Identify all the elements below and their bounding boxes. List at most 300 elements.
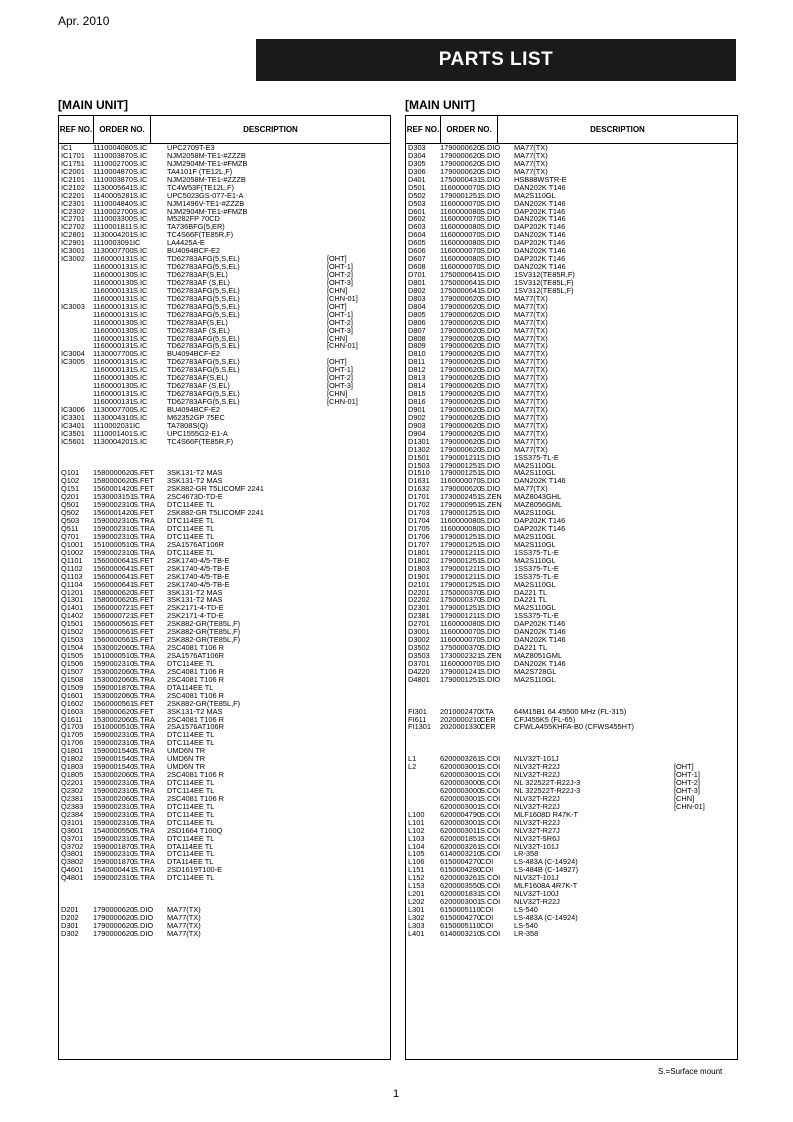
part-type: S.DIO — [480, 476, 501, 486]
variant — [327, 731, 390, 739]
variant — [674, 430, 737, 438]
part-type: S.DIO — [480, 389, 501, 399]
part-number: DAN202K T146 — [514, 199, 566, 208]
order-no: 1590001870 — [93, 841, 135, 851]
variant — [674, 716, 737, 724]
order-no: 6200004790 — [440, 809, 482, 819]
order-no: 1160000070 — [440, 182, 481, 192]
part-number: 2SK882-GR T5LICOMF 2241 — [167, 509, 264, 518]
order-no: 1790001251 — [440, 508, 482, 518]
part-type: S.FET — [133, 706, 154, 716]
variant — [327, 477, 390, 485]
variant — [674, 827, 737, 835]
ref-no: D1302 — [408, 444, 430, 454]
variant — [327, 223, 390, 231]
ref-no: D1705 — [408, 524, 430, 533]
part-number: MA2S110GL — [514, 461, 556, 470]
part-number: MA77(TX) — [167, 921, 201, 930]
variant — [674, 636, 737, 644]
part-number: 3SK131-T2 MAS — [167, 588, 223, 597]
variant — [327, 716, 390, 724]
part-type: S.DIO — [480, 516, 501, 526]
part-number: LS-483A (C-14924) — [514, 858, 578, 867]
part-number: TD62783AFG(5,S,EL) — [167, 255, 240, 264]
order-no: 1110003870 — [93, 174, 134, 184]
ref-no: L302 — [408, 912, 425, 922]
order-no: 1160000080 — [440, 524, 481, 533]
part-type: S.TRA — [133, 825, 155, 835]
order-no: 1790000620 — [440, 365, 482, 375]
part-number: NLV32T-R27J — [514, 826, 560, 835]
variant — [327, 462, 390, 470]
order-no: 1790001211 — [440, 571, 481, 581]
ref-no: D304 — [408, 150, 426, 160]
variant — [327, 628, 390, 636]
order-no: 6200003000 — [440, 778, 482, 787]
variant — [327, 501, 390, 509]
page-title: PARTS LIST — [256, 39, 736, 81]
part-type: S.FET — [133, 571, 154, 581]
ref-no — [59, 271, 93, 279]
order-no: 1530002060 — [93, 690, 135, 700]
order-no: 1790000620 — [440, 143, 482, 152]
part-number: NJM1496V-TE1-#ZZZB — [167, 199, 245, 208]
part-number: MA77(TX) — [514, 334, 548, 343]
part-type: S.DIO — [480, 246, 501, 256]
part-type: S.DIO — [480, 635, 501, 645]
variant: [OHT-1] — [674, 770, 700, 780]
part-number: MA2S110GL — [514, 509, 556, 518]
ref-no: D2201 — [408, 587, 430, 597]
part-type: S.TRA — [133, 762, 155, 772]
variant: [OHT-3] — [327, 381, 353, 391]
part-type: S.FET — [133, 484, 154, 494]
order-no: 6200003001 — [440, 762, 482, 772]
part-number: TA4101F (TE12L,F) — [167, 167, 233, 176]
order-no: 1560000561 — [93, 619, 135, 629]
part-number: DTC114EE TL — [167, 802, 215, 811]
part-type: S.DIO — [480, 595, 501, 605]
part-type: S.DIO — [480, 468, 501, 478]
ref-no: Q1602 — [61, 698, 84, 708]
part-number: DAP202K T146 — [514, 517, 566, 525]
variant — [327, 581, 390, 589]
table-row — [59, 454, 390, 462]
ref-no: D606 — [408, 246, 426, 256]
part-number: TC4S66F(TE85R,F) — [167, 231, 234, 240]
part-number: TD62783AF(S,EL) — [167, 271, 228, 279]
part-type: S.DIO — [480, 341, 501, 351]
ref-no: Q2201 — [61, 778, 84, 787]
order-no: 6150004270 — [440, 912, 482, 922]
variant — [674, 414, 737, 422]
part-number: DAP202K T146 — [514, 223, 566, 232]
variant — [674, 517, 737, 525]
part-number: MA77(TX) — [514, 302, 548, 311]
order-no: 1160000131 — [93, 389, 134, 399]
ref-no: D812 — [408, 365, 426, 375]
order-no: 1130005641 — [93, 182, 134, 192]
order-no: 1560000641 — [93, 571, 135, 581]
order-no: 1590002310 — [93, 547, 135, 557]
part-type: S.COI — [480, 793, 501, 803]
part-type: S.DIO — [480, 222, 501, 232]
order-no: 1590001870 — [93, 682, 135, 692]
ref-no: IC3401 — [61, 420, 85, 430]
order-no: 1160000070 — [440, 658, 481, 668]
ref-no: D1704 — [408, 516, 430, 526]
ref-no: Q1001 — [61, 539, 84, 549]
part-number: DAN202K T146 — [514, 477, 566, 486]
ref-no: D502 — [408, 190, 426, 200]
order-no: 1160000131 — [93, 254, 134, 264]
order-no: 1790000620 — [440, 301, 482, 311]
part-type: S.DIO — [480, 182, 501, 192]
order-no: 6140003210 — [440, 849, 482, 859]
ref-no: D3502 — [408, 643, 430, 653]
order-no: 1590002310 — [93, 516, 135, 526]
ref-no: L152 — [408, 873, 425, 883]
part-type: S.TRA — [133, 849, 155, 859]
part-number: NLV32T-5R6J — [514, 834, 560, 843]
ref-no: IC2102 — [61, 182, 85, 192]
order-no: 1530002060 — [93, 666, 135, 676]
part-number: DTC114EE TL — [167, 810, 215, 819]
part-type: S.DIO — [480, 214, 501, 224]
order-no: 6200003001 — [440, 801, 482, 811]
part-type: S.TRA — [133, 690, 155, 700]
ref-no — [59, 311, 93, 319]
ref-no: D814 — [408, 381, 426, 391]
variant — [674, 422, 737, 430]
variant — [674, 906, 737, 914]
part-number: 2SC4081 T106 R — [167, 667, 224, 676]
part-type: S.TRA — [133, 539, 155, 549]
col-description-header: DESCRIPTION — [590, 124, 645, 134]
order-no: 6200003001 — [440, 793, 482, 803]
variant — [327, 644, 390, 652]
part-type — [480, 739, 514, 747]
ref-no: Q3802 — [61, 857, 84, 867]
part-number: 1SV312(TE85L,F) — [514, 278, 574, 287]
ref-no: Q503 — [61, 516, 80, 526]
ref-no: D903 — [408, 420, 426, 430]
order-no: 1790000620 — [440, 436, 482, 446]
part-number: TD62783AF (S,EL) — [167, 278, 230, 287]
part-type: S.COI — [480, 833, 501, 843]
part-type: COI — [480, 920, 494, 930]
part-type: S.DIO — [480, 658, 501, 668]
col-ref-header: REF NO. — [59, 116, 94, 143]
order-no: 1790000620 — [440, 444, 482, 454]
part-number: DAP202K T146 — [514, 525, 566, 533]
part-number: 2SD1619T100-E — [167, 866, 223, 875]
part-number: NL 322522T-R22J-3 — [514, 779, 581, 787]
part-number: TA7808S(Q) — [167, 421, 208, 430]
part-number: NLV32T-101J — [514, 874, 559, 883]
variant — [674, 200, 737, 208]
variant — [327, 184, 390, 192]
ref-no: D602 — [408, 214, 426, 224]
variant — [674, 279, 737, 287]
part-number: MA2S110GL — [514, 540, 556, 549]
ref-no: D1510 — [408, 468, 430, 478]
order-no: 1530002060 — [93, 793, 135, 803]
order-no: 1590001540 — [93, 762, 135, 772]
part-number: DAN202K T146 — [514, 231, 566, 240]
part-number: TD62783AF(S,EL) — [167, 374, 228, 383]
part-number: MAZ8051GML — [514, 652, 563, 660]
part-number: MA77(TX) — [514, 485, 548, 494]
order-no: 1590002310 — [93, 809, 135, 819]
ref-no: IC1701 — [61, 150, 85, 160]
variant — [674, 215, 737, 223]
variant — [674, 596, 737, 604]
ref-no: L105 — [408, 849, 425, 859]
ref-no: D3503 — [408, 651, 430, 660]
variant — [674, 620, 737, 628]
part-type: S.DIO — [480, 198, 501, 208]
part-number: 2SC4081 T106 R — [167, 675, 224, 684]
part-number: MA77(TX) — [167, 913, 201, 922]
ref-no: Q151 — [61, 484, 80, 494]
variant — [327, 620, 390, 628]
part-type: S.COI — [480, 778, 501, 787]
order-no: 1590001540 — [93, 754, 135, 764]
order-no: 1160000130 — [93, 317, 134, 327]
variant — [327, 176, 390, 184]
order-no: 1160000070 — [440, 198, 481, 208]
order-no: 1790001251 — [440, 579, 482, 589]
ref-no: Q1201 — [61, 587, 84, 597]
variant — [674, 255, 737, 263]
ref-no: IC3002 — [61, 254, 85, 264]
order-no: 1790000620 — [440, 412, 482, 422]
order-no — [93, 890, 133, 898]
ref-no: D301 — [61, 920, 79, 930]
order-no: 1110003300 — [93, 214, 134, 224]
variant — [674, 644, 737, 652]
variant — [327, 208, 390, 216]
ref-no: D303 — [408, 143, 426, 152]
part-type: S.IC — [133, 412, 148, 422]
part-type: S.DIO — [480, 563, 501, 573]
part-number: 2SA1576AT106R — [167, 540, 224, 549]
part-type: S.DIO — [480, 611, 501, 621]
order-no: 6200003261 — [440, 841, 482, 851]
variant — [674, 628, 737, 636]
order-no: 1790000620 — [440, 349, 482, 359]
ref-no: D902 — [408, 412, 426, 422]
order-no: 1790000620 — [440, 484, 482, 494]
part-number: MA2S110GL — [514, 580, 556, 589]
part-type: S.TRA — [133, 651, 155, 660]
part-number: HSB88WSTR-E — [514, 175, 567, 184]
ref-no: Q1101 — [61, 555, 83, 565]
order-no: 1530003151 — [93, 492, 135, 502]
part-number: MA2S110GL — [514, 604, 556, 613]
part-number: MA2S110GL — [514, 675, 556, 684]
variant — [327, 652, 390, 660]
ref-no — [406, 795, 440, 803]
part-type: S.TRA — [133, 547, 155, 557]
part-type: S.IC — [133, 222, 148, 232]
part-number: 2SC4081 T106 R — [167, 715, 224, 724]
variant — [674, 541, 737, 549]
part-type: COI — [480, 912, 494, 922]
part-type: S.DIO — [480, 539, 501, 549]
variant: [OHT] — [327, 254, 347, 264]
ref-no: Q3702 — [61, 841, 84, 851]
part-number: CFWLA455KHFA-B0 (CFWS455HT) — [514, 723, 634, 732]
order-no: 1790000620 — [440, 317, 482, 327]
ref-no: FI611 — [408, 714, 427, 724]
ref-no: IC5601 — [61, 436, 85, 446]
part-type: S.IC — [133, 285, 148, 295]
part-type: S.DIO — [480, 531, 501, 541]
part-number: NLV32T-R22J — [514, 802, 560, 811]
part-number: 2SC4081 T106 R — [167, 691, 224, 700]
ref-no: D904 — [408, 428, 426, 438]
ref-no: D1707 — [408, 539, 430, 549]
part-number: MA77(TX) — [514, 366, 548, 375]
order-no: 1560000641 — [93, 579, 135, 589]
part-number: NLV32T-101J — [514, 842, 559, 851]
part-type: S.TRA — [133, 722, 155, 732]
part-type: S.FET — [133, 635, 154, 645]
order-no: 1160000080 — [440, 238, 481, 248]
variant — [327, 771, 390, 779]
ref-no: Q701 — [61, 531, 80, 541]
col-order-header: ORDER NO. — [94, 116, 151, 143]
ref-no: Q101 — [61, 468, 80, 478]
ref-no: D815 — [408, 389, 426, 399]
ref-no — [59, 366, 93, 374]
ref-no: D306 — [408, 166, 426, 176]
variant — [674, 898, 737, 906]
part-type — [480, 692, 514, 700]
variant — [674, 565, 737, 573]
order-no: 6200003261 — [440, 754, 482, 764]
ref-no: L104 — [408, 841, 425, 851]
variant — [674, 358, 737, 366]
part-type: S.DIO — [480, 508, 501, 518]
variant — [327, 755, 390, 763]
variant — [674, 271, 737, 279]
variant — [327, 866, 390, 874]
table-body — [406, 144, 737, 1059]
part-type: S.TRA — [133, 754, 155, 764]
ref-no — [59, 390, 93, 398]
part-type: S.TRA — [133, 666, 155, 676]
part-number — [514, 747, 674, 755]
part-number: DTC114EE TL — [167, 525, 215, 533]
part-type: IC — [133, 238, 141, 248]
ref-no: Q4601 — [61, 865, 84, 875]
variant: [OHT-3] — [327, 325, 353, 335]
variant — [674, 239, 737, 247]
variant — [327, 811, 390, 819]
part-type: S.DIO — [480, 190, 501, 200]
variant — [674, 612, 737, 620]
variant — [674, 319, 737, 327]
part-type: S.DIO — [133, 928, 154, 938]
part-number — [514, 731, 674, 739]
order-no: 1790000620 — [440, 357, 482, 367]
part-type: S.DIO — [480, 404, 501, 414]
variant — [327, 874, 390, 882]
ref-no: D1801 — [408, 547, 430, 557]
variant — [674, 342, 737, 350]
part-type: S.COI — [480, 825, 501, 835]
part-number: M5282FP 70CD — [167, 215, 220, 224]
part-type: S.DIO — [480, 547, 501, 557]
part-number: 2SK882-GR(TE85L,F) — [167, 620, 241, 629]
variant — [327, 200, 390, 208]
ref-no: L106 — [408, 857, 425, 867]
ref-no: Q1611 — [61, 714, 83, 724]
part-number: 1SV312(TE85L,F) — [514, 286, 574, 295]
ref-no: FI1301 — [408, 722, 432, 732]
ref-no: D804 — [408, 301, 426, 311]
order-no: 1510000510 — [93, 539, 135, 549]
part-number: TD62783AFG(5,S,EL) — [167, 263, 240, 271]
order-no: 1510000510 — [93, 722, 135, 732]
part-type: S.IC — [133, 166, 148, 176]
order-no: 1160000130 — [93, 373, 134, 383]
part-number: DA221 TL — [514, 588, 548, 597]
ref-no: IC3006 — [61, 404, 85, 414]
part-number: TD62783AF (S,EL) — [167, 382, 230, 391]
variant — [674, 184, 737, 192]
order-no — [440, 692, 480, 700]
variant — [327, 708, 390, 716]
order-no: 1160000070 — [440, 246, 481, 256]
part-type: S.COI — [480, 762, 501, 772]
part-type: S.DIO — [480, 452, 501, 462]
variant: [OHT] — [327, 357, 347, 367]
part-number — [167, 454, 327, 462]
order-no: 1750000370 — [440, 595, 482, 605]
part-number: TD62783AFG(5,S,EL) — [167, 398, 240, 406]
variant — [327, 168, 390, 176]
variant — [327, 914, 390, 922]
ref-no: Q1501 — [61, 619, 84, 629]
part-type: S.TRA — [133, 817, 155, 827]
variant — [674, 914, 737, 922]
part-type: S.FET — [133, 627, 154, 637]
part-type: S.TRA — [133, 785, 155, 795]
part-type: S.TRA — [133, 516, 155, 526]
ref-no: IC3005 — [61, 357, 85, 367]
part-type: S.TRA — [133, 682, 155, 692]
ref-no: L102 — [408, 825, 425, 835]
order-no: 1160000130 — [93, 381, 134, 391]
part-type: S.DIO — [480, 285, 501, 295]
variant — [674, 176, 737, 184]
part-number — [167, 898, 327, 906]
variant — [674, 589, 737, 597]
ref-no: D1501 — [408, 452, 430, 462]
part-number: MA77(TX) — [514, 318, 548, 327]
part-number: DTC114EE TL — [167, 834, 215, 843]
part-number: MA2S110GL — [514, 556, 556, 565]
part-type: S.ZEN — [480, 651, 502, 660]
variant — [327, 612, 390, 620]
variant: [OHT] — [327, 301, 347, 311]
part-number: MA2S110GL — [514, 532, 556, 541]
order-no: 1560000641 — [93, 555, 135, 565]
